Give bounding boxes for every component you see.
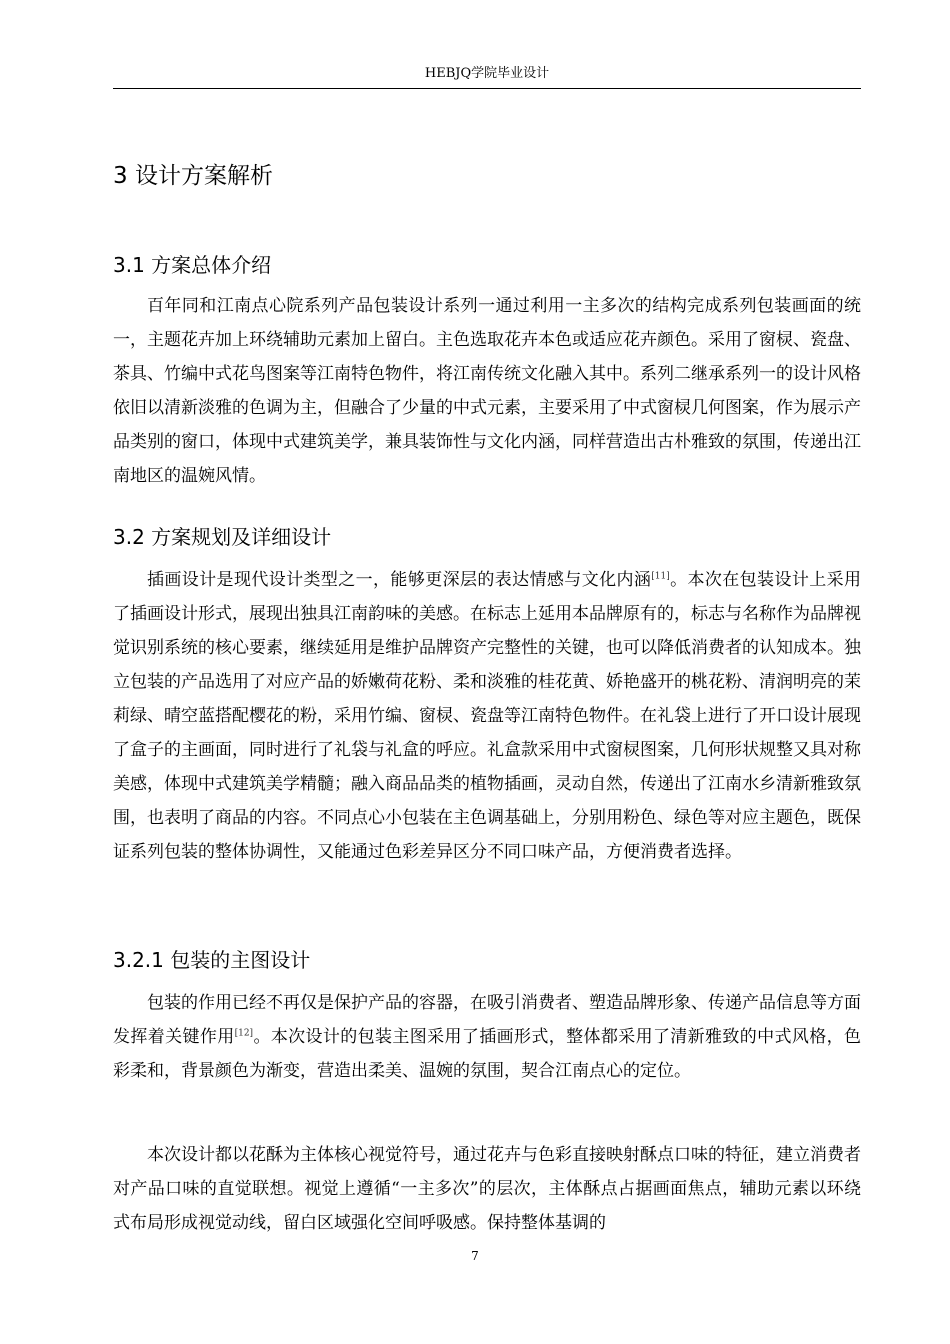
section-3-2-1-paragraph-2: 本次设计都以花酥为主体核心视觉符号，通过花卉与色彩直接映射酥点口味的特征，建立消费者对产品口味的直觉联想。视觉上遵循“一主多次”的层次，主体酥点占据画面焦点，辅助元素以环绕式布局形成视觉动线，留白区域强化空间呼吸感。保持整体基调的: [113, 1145, 861, 1233]
section-3-2-paragraph: [113, 563, 861, 869]
section-3-2-1-title: 3.2.1 包装的主图设计: [113, 948, 311, 972]
header-rule: [113, 88, 861, 89]
citation-11: [11]: [651, 571, 670, 582]
section-3-1-paragraph: 百年同和江南点心院系列产品包装设计系列一通过利用一主多次的结构完成系列包装画面的统一，主题花卉加上环绕辅助元素加上留白。主色选取花卉本色或适应花卉颜色。采用了窗棂、瓷盘、茶具、竹编中式花鸟图案等江南特色物件，将江南传统文化融入其中。系列二继承系列一的设计风格依旧以清新淡雅的色调为主，但融合了少量的中式元素，主要采用了中式窗棂几何图案，作为展示产品类别的窗口，体现中式建筑美学，兼具装饰性与文化内涵，同样营造出古朴雅致的氛围，传递出江南地区的温婉风情。: [113, 296, 861, 486]
chapter-title: 3 设计方案解析: [113, 163, 273, 189]
running-header: HEBJQ学院毕业设计: [424, 66, 550, 81]
section-3-2-1-text-a: 包装的作用已经不再仅是保护产品的容器，在吸引消费者、塑造品牌形象、传递产品信息等方面发挥着关键作用: [113, 993, 861, 1047]
section-3-2-text-a: 插画设计是现代设计类型之一，能够更深层的表达情感与文化内涵: [147, 570, 652, 590]
section-3-2-1-text-b: 。本次设计的包装主图采用了插画形式，整体都采用了清新雅致的中式风格，色彩柔和，背景颜色为渐变，营造出柔美、温婉的氛围，契合江南点心的定位。: [113, 1027, 862, 1081]
page-number: 7: [471, 1249, 479, 1263]
section-3-2-1-paragraph-1: [113, 986, 861, 1088]
section-3-2-title: 3.2 方案规划及详细设计: [113, 525, 332, 549]
section-3-2-text-b: 。本次在包装设计上采用了插画设计形式，展现出独具江南韵味的美感。在标志上延用本品牌原有的，标志与名称作为品牌视觉识别系统的核心要素，继续延用是维护品牌资产完整性的关键，也可以降低消费者的认知成本。独立包装的产品选用了对应产品的娇嫩荷花粉、柔和淡雅的桂花黄、娇艳盛开的桃花粉、清润明亮的茉莉绿、晴空蓝搭配樱花的粉，采用竹编、窗棂、瓷盘等江南特色物件。在礼袋上进行了开口设计展现了盒子的主画面，同时进行了礼袋与礼盒的呼应。礼盒款采用中式窗棂图案，几何形状规整又具对称美感，体现中式建筑美学精髓；融入商品品类的植物插画，灵动自然，传递出了江南水乡清新雅致氛围，也表明了商品的内容。不同点心小包装在主色调基础上，分别用粉色、绿色等对应主题色，既保证系列包装的整体协调性，又能通过色彩差异区分不同口味产品，方便消费者选择。: [113, 570, 862, 862]
section-3-1-title: 3.1 方案总体介绍: [113, 253, 272, 277]
citation-12: [12]: [234, 1028, 254, 1039]
